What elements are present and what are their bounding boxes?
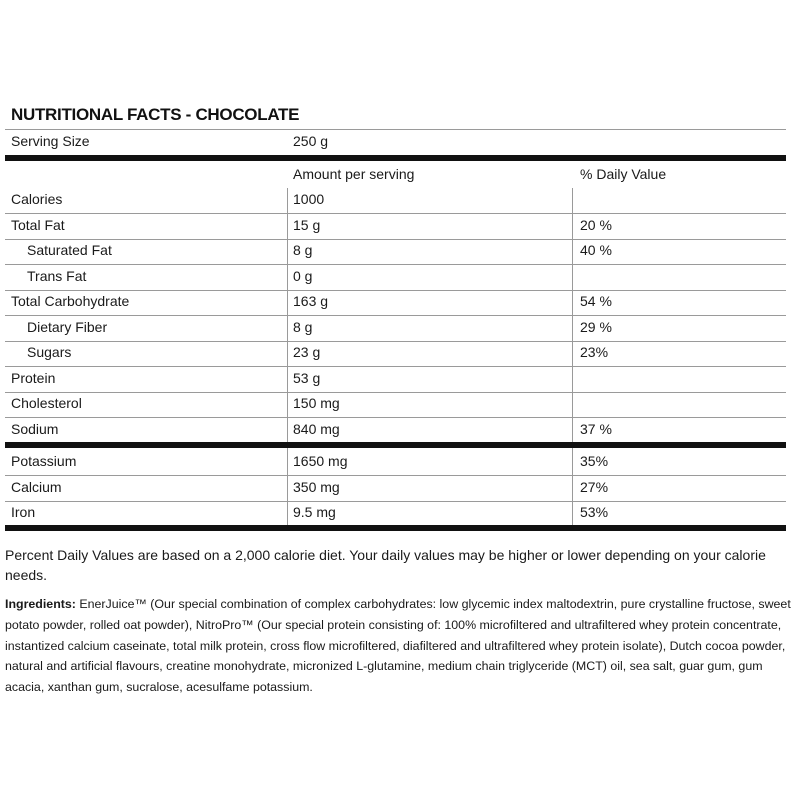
thick-divider — [5, 442, 786, 448]
ingredients-label: Ingredients: — [5, 597, 76, 611]
nutrient-name: Protein — [11, 369, 56, 386]
nutrient-row — [0, 367, 800, 391]
serving-size-row — [0, 130, 800, 154]
ingredients-paragraph — [5, 594, 795, 698]
nutrient-row — [0, 392, 800, 416]
mineral-daily-value: 53% — [580, 504, 609, 520]
mineral-row — [0, 476, 800, 500]
nutrient-amount: 163 g — [293, 293, 329, 309]
nutrient-amount: 840 mg — [293, 420, 340, 437]
nutrient-daily-value: 29 % — [580, 318, 612, 335]
nutrient-amount: 0 g — [293, 267, 313, 284]
nutrient-amount: 8 g — [293, 242, 313, 258]
mineral-name: Iron — [11, 504, 36, 520]
nutrient-daily-value: 23% — [580, 344, 609, 360]
nutrient-name: Sugars — [27, 344, 72, 360]
nutrient-name: Total Fat — [11, 216, 65, 233]
mineral-daily-value: 35% — [580, 453, 609, 469]
nutrient-daily-value: 54 % — [580, 293, 612, 309]
mineral-amount: 9.5 mg — [293, 504, 336, 520]
nutrient-amount: 1000 — [293, 191, 325, 207]
serving-size-value: 250 g — [293, 133, 329, 149]
mineral-row — [0, 450, 800, 474]
nutrient-name: Dietary Fiber — [27, 318, 108, 335]
column-separator — [287, 188, 288, 442]
thick-divider — [5, 525, 786, 531]
serving-size-label: Serving Size — [11, 133, 90, 149]
column-header-row — [0, 163, 800, 187]
mineral-daily-value: 27% — [580, 478, 609, 495]
mineral-amount: 350 mg — [293, 478, 340, 495]
nutrient-amount: 150 mg — [293, 395, 340, 411]
nutrient-row — [0, 290, 800, 314]
daily-value-header: % Daily Value — [580, 166, 667, 182]
mineral-row — [0, 501, 800, 525]
nutrient-name: Cholesterol — [11, 395, 82, 411]
panel-title: NUTRITIONAL FACTS - CHOCOLATE — [11, 105, 300, 124]
mineral-name: Potassium — [11, 453, 77, 469]
daily-values-disclaimer: Percent Daily Values are based on a 2,000 calorie diet. Your daily values may be higher or lower depending on your calorie needs. — [5, 547, 766, 583]
mineral-name: Calcium — [11, 478, 62, 495]
nutrient-row — [0, 418, 800, 442]
nutrient-name: Sodium — [11, 420, 59, 437]
nutrient-daily-value: 37 % — [580, 420, 612, 437]
nutrient-row — [0, 188, 800, 212]
ingredients-text: EnerJuice™ (Our special combination of complex carbohydrates: low glycemic index maltodextrin, pure crystalline fructose, sweet potato powder, rolled oat powder), NitroPro™ (Our special protein consisting of: 100% microfiltered and ultrafiltered whey protein concentrate, instantized calcium caseinate, total milk protein, cross flow microfiltered, diafiltered and ultrafiltered whey protein isolate), Dutch cocoa powder, natural and artificial flavours, creatine monohydrate, micronized L-glutamine, medium chain triglyceride (MCT) oil, sea salt, guar gum, gum acacia, xanthan gum, sucralose, acesulfame potassium. — [5, 597, 791, 695]
nutrient-daily-value: 20 % — [580, 216, 612, 233]
column-separator — [287, 448, 288, 525]
thick-divider — [5, 155, 786, 161]
nutrient-row — [0, 316, 800, 340]
column-separator — [572, 448, 573, 525]
nutrient-name: Calories — [11, 191, 63, 207]
nutrient-row — [0, 239, 800, 263]
nutrient-row — [0, 214, 800, 238]
column-separator — [572, 188, 573, 442]
nutrient-name: Saturated Fat — [27, 242, 112, 258]
nutrient-daily-value: 40 % — [580, 242, 612, 258]
nutrient-name: Trans Fat — [27, 267, 87, 284]
nutrient-amount: 23 g — [293, 344, 321, 360]
nutrient-name: Total Carbohydrate — [11, 293, 130, 309]
amount-header: Amount per serving — [293, 166, 415, 182]
nutrient-amount: 53 g — [293, 369, 321, 386]
nutrient-amount: 8 g — [293, 318, 313, 335]
mineral-amount: 1650 mg — [293, 453, 348, 469]
nutrient-row — [0, 341, 800, 365]
nutrient-row — [0, 265, 800, 289]
nutrient-amount: 15 g — [293, 216, 321, 233]
